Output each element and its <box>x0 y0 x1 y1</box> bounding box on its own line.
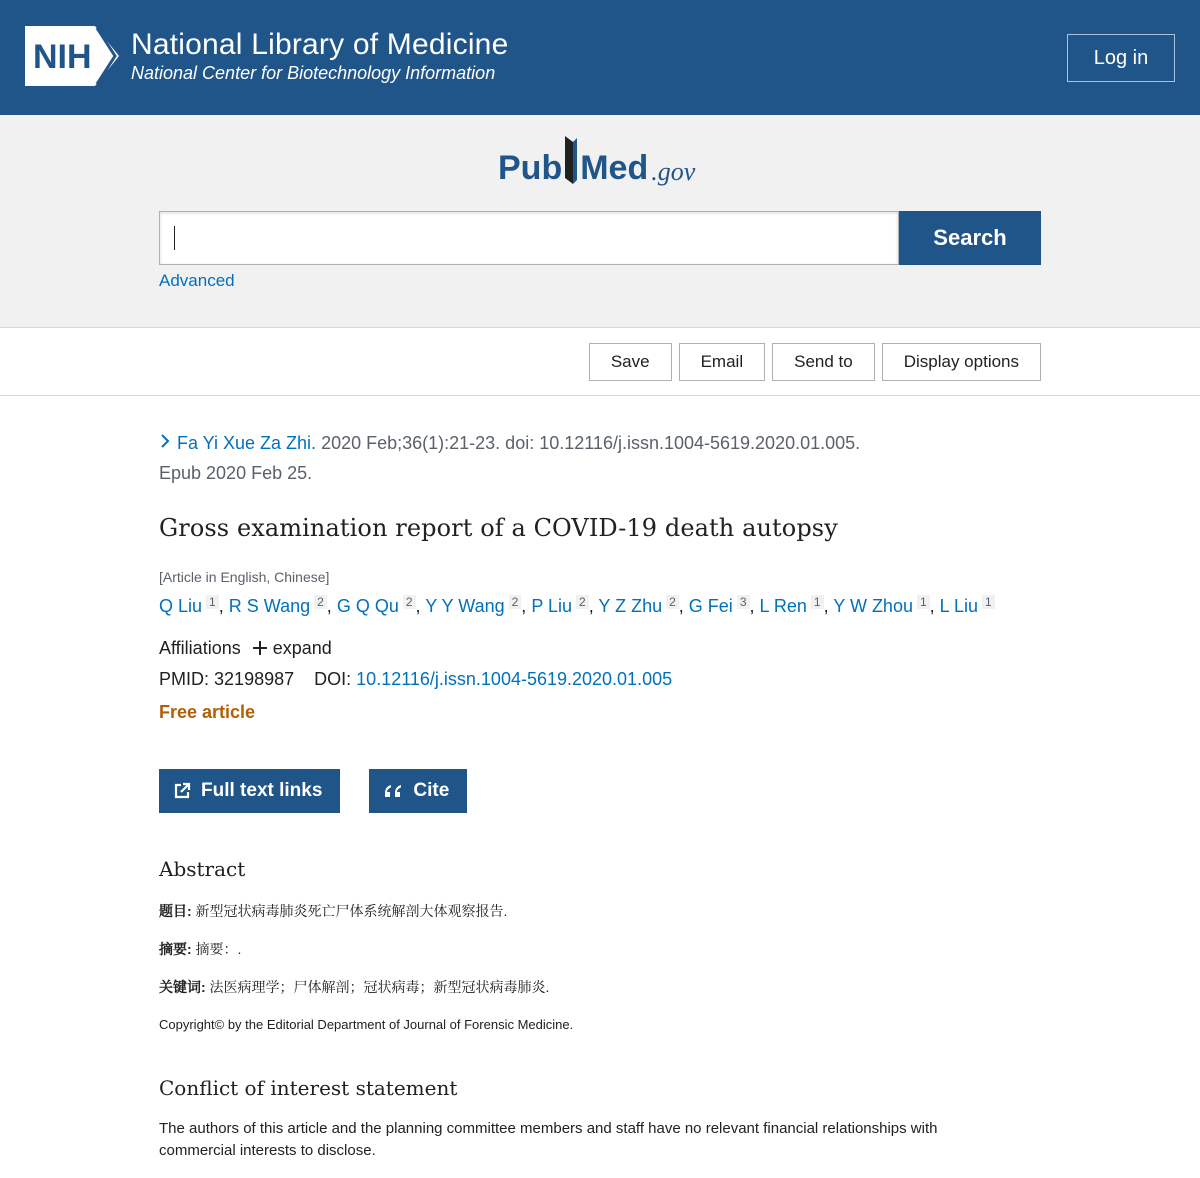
logo-med-text: Med <box>580 149 649 187</box>
abstract-line-text: 法医病理学；尸体解剖；冠状病毒；新型冠状病毒肺炎. <box>205 979 550 995</box>
full-text-links-button[interactable] <box>159 769 340 813</box>
ncbi-subtitle: National Center for Biotechnology Information <box>131 63 496 83</box>
authors-list <box>159 589 1039 619</box>
email-button[interactable]: Email <box>679 343 766 381</box>
author-link[interactable]: Y Z Zhu <box>598 596 663 616</box>
identifiers <box>159 669 1039 690</box>
author-separator: , <box>588 596 599 616</box>
coi-heading: Conflict of interest statement <box>159 1076 458 1100</box>
pmid-label: PMID: <box>159 669 210 689</box>
affiliation-ref[interactable]: 1 <box>811 595 824 609</box>
search-input[interactable] <box>159 211 899 265</box>
chevron-right-icon[interactable] <box>159 428 177 458</box>
abstract-heading: Abstract <box>159 857 246 881</box>
cite-label: Cite <box>413 780 450 801</box>
nih-badge-text: NIH <box>33 38 92 76</box>
coi-statement: The authors of this article and the planning committee members and staff have no relevant financial relationships with commercial interests to disclose. <box>159 1120 938 1159</box>
author-link[interactable]: P Liu <box>531 596 573 616</box>
author-separator: , <box>929 596 940 616</box>
affiliation-ref[interactable]: 1 <box>206 595 219 609</box>
doi-link[interactable]: 10.12116/j.issn.1004-5619.2020.01.005 <box>356 669 673 689</box>
author-link[interactable]: Q Liu <box>159 596 203 616</box>
expand-toggle[interactable]: expand <box>272 637 332 658</box>
save-button[interactable]: Save <box>589 343 672 381</box>
author-link[interactable]: L Ren <box>759 596 807 616</box>
author-link[interactable]: L Liu <box>939 596 979 616</box>
article-title: Gross examination report of a COVID-19 death autopsy <box>159 514 838 542</box>
affiliation-ref[interactable]: 1 <box>917 595 930 609</box>
author-link[interactable]: Y Y Wang <box>425 596 505 616</box>
author-separator: , <box>415 596 426 616</box>
text-caret <box>174 226 175 250</box>
search-row <box>159 211 1041 265</box>
logo-gov-text: .gov <box>651 157 696 186</box>
author-link[interactable]: R S Wang <box>228 596 311 616</box>
search-button[interactable]: Search <box>899 211 1041 265</box>
nih-badge-icon <box>25 26 119 86</box>
display-options-button[interactable]: Display options <box>882 343 1041 381</box>
author-link[interactable]: G Q Qu <box>336 596 399 616</box>
affiliation-ref[interactable]: 3 <box>737 595 750 609</box>
affiliation-ref[interactable]: 2 <box>576 595 589 609</box>
logo-pub-text: Pub <box>498 149 563 187</box>
copyright-notice: Copyright© by the Editorial Department of Journal of Forensic Medicine. <box>159 1017 574 1032</box>
send-to-button[interactable]: Send to <box>772 343 875 381</box>
affiliation-ref[interactable]: 2 <box>509 595 522 609</box>
author-separator: , <box>326 596 337 616</box>
book-icon <box>563 140 579 188</box>
journal-link[interactable]: Fa Yi Xue Za Zhi. <box>177 433 317 453</box>
affiliation-ref[interactable]: 2 <box>666 595 679 609</box>
affiliation-ref[interactable]: 2 <box>403 595 416 609</box>
author-separator: , <box>521 596 532 616</box>
article-toolbar <box>0 328 1200 396</box>
affiliation-ref[interactable]: 2 <box>314 595 327 609</box>
abstract-line-label: 题目: <box>159 903 192 919</box>
abstract-keywords-line <box>159 977 1039 997</box>
author-link[interactable]: Y W Zhou <box>833 596 913 616</box>
plus-icon[interactable] <box>253 635 267 661</box>
external-link-icon <box>173 782 191 800</box>
login-button[interactable]: Log in <box>1067 34 1175 82</box>
article-details <box>159 428 1039 1162</box>
epub-date: Epub 2020 Feb 25. <box>159 463 313 483</box>
author-link[interactable]: G Fei <box>688 596 733 616</box>
nih-logo[interactable] <box>25 26 508 86</box>
abstract-summary-line <box>159 939 1039 959</box>
free-article-badge: Free article <box>159 702 256 722</box>
pmid-value: 32198987 <box>214 669 295 689</box>
nih-header <box>0 0 1200 115</box>
search-band <box>0 115 1200 328</box>
abstract-line-label: 摘要: <box>159 941 192 957</box>
quote-icon <box>383 783 403 799</box>
pubmed-logo[interactable] <box>498 140 695 188</box>
abstract-line-label: 关键词: <box>159 979 206 995</box>
article-actions <box>159 769 1039 813</box>
abstract-title-line <box>159 901 1039 921</box>
full-text-links-label: Full text links <box>201 780 323 801</box>
affiliation-ref[interactable]: 1 <box>982 595 995 609</box>
citation-details: 2020 Feb;36(1):21-23. doi: 10.12116/j.issn.1004-5619.2020.01.005. <box>316 433 861 453</box>
author-separator: , <box>749 596 760 616</box>
author-separator: , <box>218 596 229 616</box>
doi-label: DOI: <box>314 669 352 689</box>
advanced-search-link[interactable]: Advanced <box>159 271 235 290</box>
author-separator: , <box>823 596 834 616</box>
affiliations-label: Affiliations <box>159 637 241 658</box>
article-language: [Article in English, Chinese] <box>159 569 330 585</box>
affiliations-row <box>159 635 1039 661</box>
article-citation <box>159 428 1039 488</box>
nlm-title: National Library of Medicine <box>131 28 509 61</box>
cite-button[interactable] <box>369 769 467 813</box>
abstract-line-text: 摘要：. <box>191 941 242 957</box>
author-separator: , <box>678 596 689 616</box>
abstract-line-text: 新型冠状病毒肺炎死亡尸体系统解剖大体观察报告. <box>191 903 508 919</box>
